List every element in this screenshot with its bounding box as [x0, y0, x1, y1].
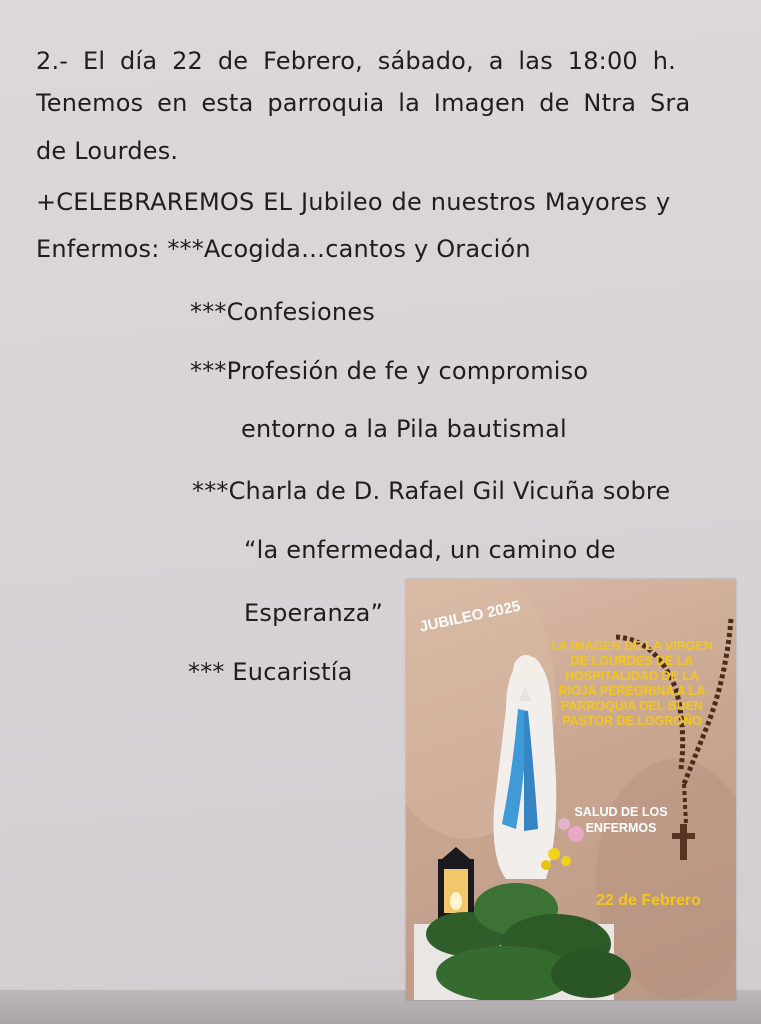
lantern-icon: [438, 847, 474, 921]
notice-line-lourdes: de Lourdes.: [36, 137, 179, 165]
poster-date: 22 de Febrero: [596, 892, 701, 909]
notice-line-date: 2.- El día 22 de Febrero, sábado, a las 18:00 h.: [36, 47, 676, 75]
notice-line-celebration: +CELEBRAREMOS EL Jubileo de nuestros Mayores y: [36, 188, 671, 216]
poster-badge: JUBILEO 2025: [418, 597, 522, 636]
jubilee-poster: [406, 579, 736, 1000]
agenda-item-welcome: Enfermos: ***Acogida…cantos y Oración: [36, 235, 531, 263]
notice-line-image: Tenemos en esta parroquia la Imagen de Ntra Sra: [36, 89, 691, 117]
agenda-item-talk-cont-2: Esperanza”: [244, 599, 384, 627]
agenda-item-eucharist: *** Eucaristía: [188, 658, 353, 686]
poster-subtitle: SALUD DE LOS ENFERMOS: [574, 805, 668, 835]
agenda-item-talk: ***Charla de D. Rafael Gil Vicuña sobre: [192, 477, 671, 505]
agenda-item-profession: ***Profesión de fe y compromiso: [190, 357, 589, 385]
poster-announcement: LA IMAGEN DE LA VIRGEN DE LOURDES DE LA HOSPITALIDAD DE LA RIOJA PEREGRINA A LA PARROQUIA DEL BUEN PASTOR DE LOGROÑO: [551, 639, 713, 728]
agenda-item-talk-cont: “la enfermedad, un camino de: [244, 536, 616, 564]
agenda-item-confessions: ***Confesiones: [190, 298, 376, 326]
agenda-item-profession-cont: entorno a la Pila bautismal: [241, 415, 567, 443]
